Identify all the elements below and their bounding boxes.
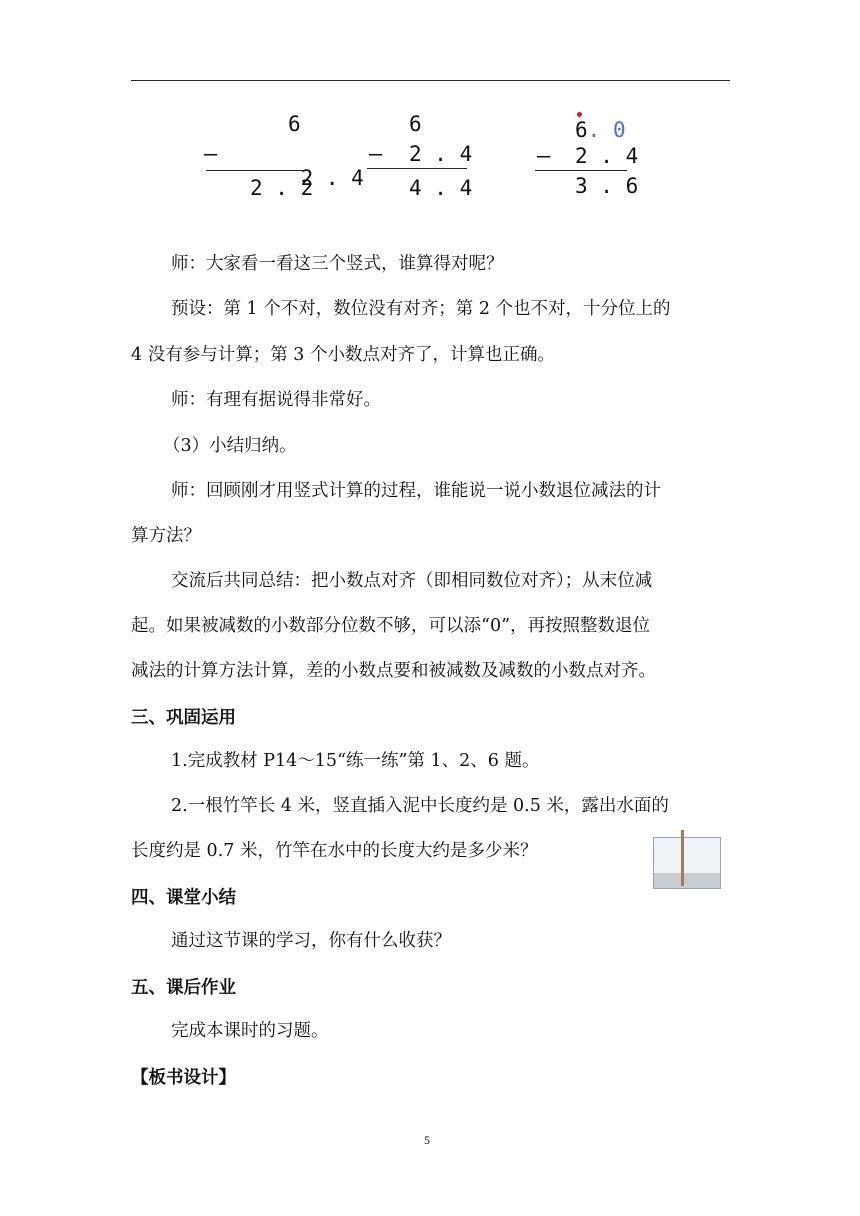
homework-text: 完成本课时的习题。 (171, 1021, 329, 1041)
subtrahend: 2 . 4 (575, 144, 639, 168)
header-rule (131, 80, 730, 81)
vertical-subtraction-1 (200, 112, 364, 202)
summary-line-2: 起。如果被减数的小数部分位数不够，可以添“0”，再按照整数退位 (131, 616, 651, 636)
difference: 2 . 2 (250, 176, 314, 200)
teacher-question: 师：大家看一看这三个竖式，谁算得对呢？ (171, 254, 504, 274)
equals-line (206, 170, 310, 171)
equals-line (367, 168, 467, 169)
exercise-1: 1.完成教材 P14～15“练一练”第 1、2、6 题。 (171, 751, 540, 771)
bamboo-pole (681, 830, 684, 886)
teacher-review-line-2: 算方法？ (131, 526, 201, 546)
minuend: 6 (288, 112, 301, 136)
subtrahend: 2 . 4 (409, 142, 473, 166)
difference: 4 . 4 (409, 176, 473, 200)
summary-line-3: 减法的计算方法计算，差的小数点要和被减数及减数的小数点对齐。 (131, 661, 656, 681)
vertical-subtraction-3 (533, 112, 639, 202)
page-number: 5 (424, 1133, 430, 1147)
teacher-review-line-1: 师：回顾刚才用竖式计算的过程，谁能说一说小数退位减法的计 (171, 481, 661, 501)
preset-answer-line-2: 4 没有参与计算；第 3 个小数点对齐了，计算也正确。 (131, 345, 555, 365)
minus-sign: — (369, 142, 383, 167)
exercise-2-line-2: 长度约是 0.7 米，竹竿在水中的长度大约是多少米？ (131, 841, 538, 861)
beaker-with-bamboo-pole-icon (653, 837, 721, 889)
minus-sign: — (537, 144, 551, 169)
exercise-2-line-1: 2.一根竹竿长 4 米，竖直插入泥中长度约是 0.5 米，露出水面的 (171, 796, 669, 816)
preset-answer-line-1: 预设：第 1 个不对，数位没有对齐；第 2 个也不对，十分位上的 (171, 299, 671, 319)
summary-subheading: （3）小结归纳。 (163, 436, 297, 456)
summary-line-1: 交流后共同总结：把小数点对齐（即相同数位对齐）；从末位减 (171, 571, 653, 591)
section-heading-3: 三、巩固运用 (131, 708, 236, 728)
minus-sign: — (204, 142, 218, 167)
vertical-subtraction-2 (365, 112, 475, 202)
mud-layer (654, 873, 720, 888)
subtrahend: 2 . 4 (300, 166, 364, 190)
section-heading-4: 四、课堂小结 (131, 888, 236, 908)
board-design-heading: 【板书设计】 (131, 1068, 236, 1088)
equals-line (535, 170, 627, 171)
minuend: 6. 0 (575, 118, 626, 142)
minuend: 6 (409, 112, 422, 136)
difference: 3 . 6 (575, 174, 639, 198)
teacher-praise: 师：有理有据说得非常好。 (171, 390, 381, 410)
reflection-question: 通过这节课的学习，你有什么收获？ (171, 931, 451, 951)
section-heading-5: 五、课后作业 (131, 978, 236, 998)
borrow-dot (577, 112, 582, 117)
added-zero: . 0 (587, 118, 626, 142)
